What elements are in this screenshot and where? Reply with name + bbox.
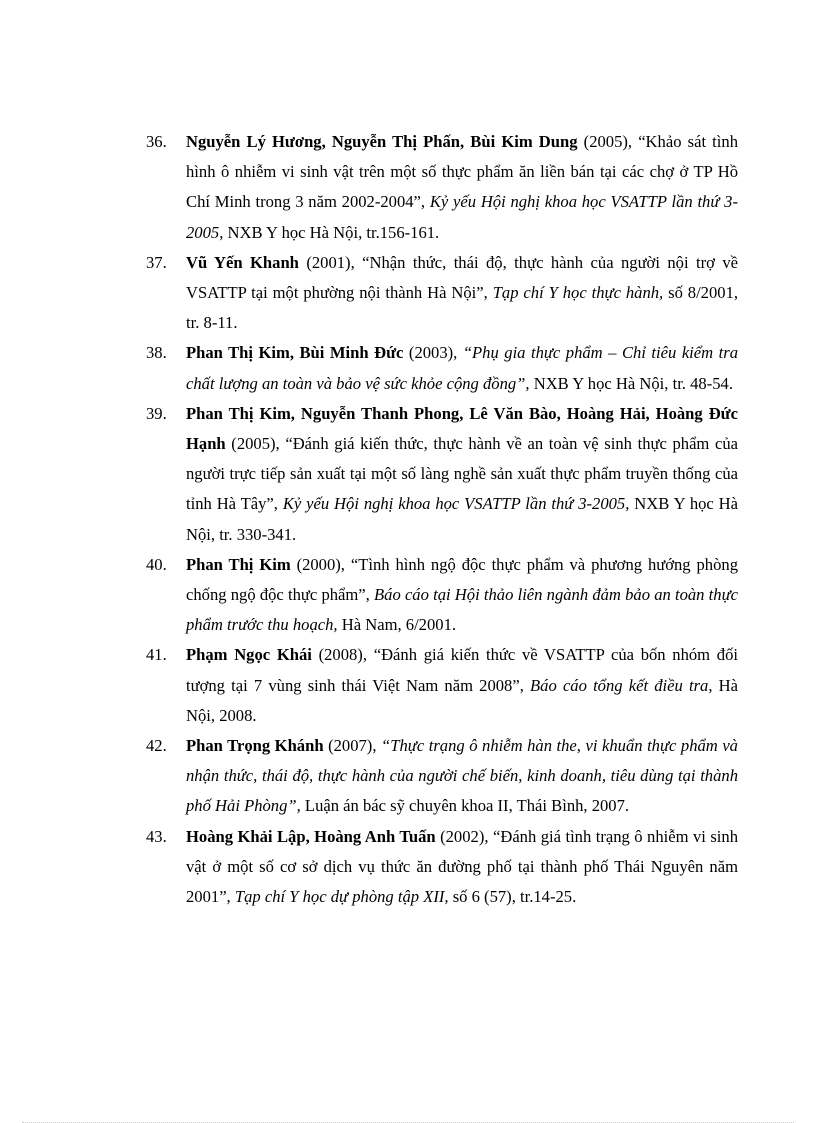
reference-details: Hà Nam, 6/2001. (337, 615, 457, 635)
reference-details: NXB Y học Hà Nội, tr. 48-54. (529, 373, 733, 393)
reference-details: Hà Nội, 2008. (186, 675, 739, 725)
reference-authors: Hoàng Khải Lập, Hoàng Anh Tuấn (186, 826, 436, 846)
reference-details: số 8/2001, tr. 8-11. (186, 283, 739, 333)
reference-authors: Phan Trọng Khánh (186, 736, 324, 756)
reference-year: (2001), (298, 252, 363, 272)
reference-title: “Nhận thức, thái độ, thực hành của người nội trợ về VSATTP tại một phường nội thành Hà Nội”, (186, 252, 738, 303)
reference-source: Kỷ yếu Hội nghị khoa học VSATTP lần thứ 3-2005, (186, 192, 738, 242)
reference-authors: Phan Thị Kim (186, 554, 291, 574)
reference-details: NXB Y học Hà Nội, tr. 330-341. (186, 494, 739, 544)
reference-source: “Phụ gia thực phẩm – Chỉ tiêu kiểm tra chất lượng an toàn và bảo vệ sức khỏe cộng đồng”, (186, 343, 739, 393)
reference-number: 42. (146, 736, 167, 756)
reference-details: NXB Y học Hà Nội, tr.156-161. (223, 222, 440, 242)
reference-details: Luận án bác sỹ chuyên khoa II, Thái Bình, 2007. (300, 796, 630, 816)
reference-title: “Đánh giá tình trạng ô nhiễm vi sinh vật ở một số cơ sở dịch vụ thức ăn đường phố tại thành phố Thái Nguyên năm 2001”, (186, 826, 739, 907)
reference-number: 38. (146, 343, 167, 363)
reference-list (146, 127, 738, 912)
reference-source: Báo cáo tổng kết điều tra, (530, 675, 713, 695)
reference-year: (2005), (225, 434, 286, 454)
reference-title: “Đánh giá kiến thức về VSATTP của bốn nhóm đối tượng tại 7 vùng sinh thái Việt Nam năm 2008”, (186, 645, 738, 695)
reference-title: “Tình hình ngộ độc thực phẩm và phương hướng phòng chống ngộ độc thực phẩm”, (186, 554, 738, 605)
reference-year: (2005), (577, 132, 639, 151)
reference-authors: Phan Thị Kim, Bùi Minh Đức (186, 343, 404, 363)
reference-source: Kỷ yếu Hội nghị khoa học VSATTP lần thứ 3-2005, (282, 494, 630, 514)
reference-authors: Nguyễn Lý Hương, Nguyễn Thị Phấn, Bùi Kim Dung (186, 132, 578, 151)
reference-item (146, 338, 738, 398)
reference-number: 37. (146, 252, 167, 272)
reference-item (146, 399, 738, 550)
reference-year: (2000), (290, 554, 351, 574)
reference-number: 40. (146, 554, 167, 574)
reference-year: (2003), (403, 343, 463, 363)
reference-source: Tạp chí Y học dự phòng tập XII, (234, 887, 449, 907)
reference-item (146, 127, 738, 248)
reference-authors: Phan Thị Kim, Nguyễn Thanh Phong, Lê Văn Bào, Hoàng Hải, Hoàng Đức Hạnh (186, 403, 738, 454)
reference-source: “Thực trạng ô nhiễm hàn the, vi khuẩn thực phẩm và nhận thức, thái độ, thực hành của người chế biến, kinh doanh, tiêu dùng tại thành phố Hải Phòng”, (186, 736, 738, 816)
reference-source: Tạp chí Y học thực hành, (492, 283, 664, 303)
reference-item (146, 550, 738, 641)
reference-item (146, 731, 738, 822)
reference-number: 36. (146, 132, 167, 151)
reference-title: “Khảo sát tình hình ô nhiễm vi sinh vật trên một số thực phẩm ăn liền bán tại các chợ ở TP Hồ Chí Minh trong 3 năm 2002-2004”, (186, 132, 738, 212)
reference-authors: Vũ Yến Khanh (186, 252, 299, 272)
reference-item (146, 248, 738, 339)
reference-item (146, 640, 738, 731)
reference-number: 43. (146, 826, 167, 846)
reference-source: Báo cáo tại Hội thảo liên ngành đảm bảo an toàn thực phẩm trước thu hoạch, (186, 585, 738, 635)
reference-item (146, 822, 738, 913)
reference-year: (2008), (311, 645, 374, 665)
reference-authors: Phạm Ngọc Khái (186, 645, 312, 665)
reference-details: số 6 (57), tr.14-25. (448, 887, 577, 907)
reference-year: (2007), (323, 736, 382, 756)
reference-number: 39. (146, 403, 167, 423)
reference-title: “Đánh giá kiến thức, thực hành về an toàn vệ sinh thực phẩm của người trực tiếp sản xuất tại một số làng nghề sản xuất thực phẩm truyền thống của tỉnh Hà Tây”, (186, 434, 739, 514)
reference-number: 41. (146, 645, 167, 665)
reference-year: (2002), (435, 826, 493, 846)
